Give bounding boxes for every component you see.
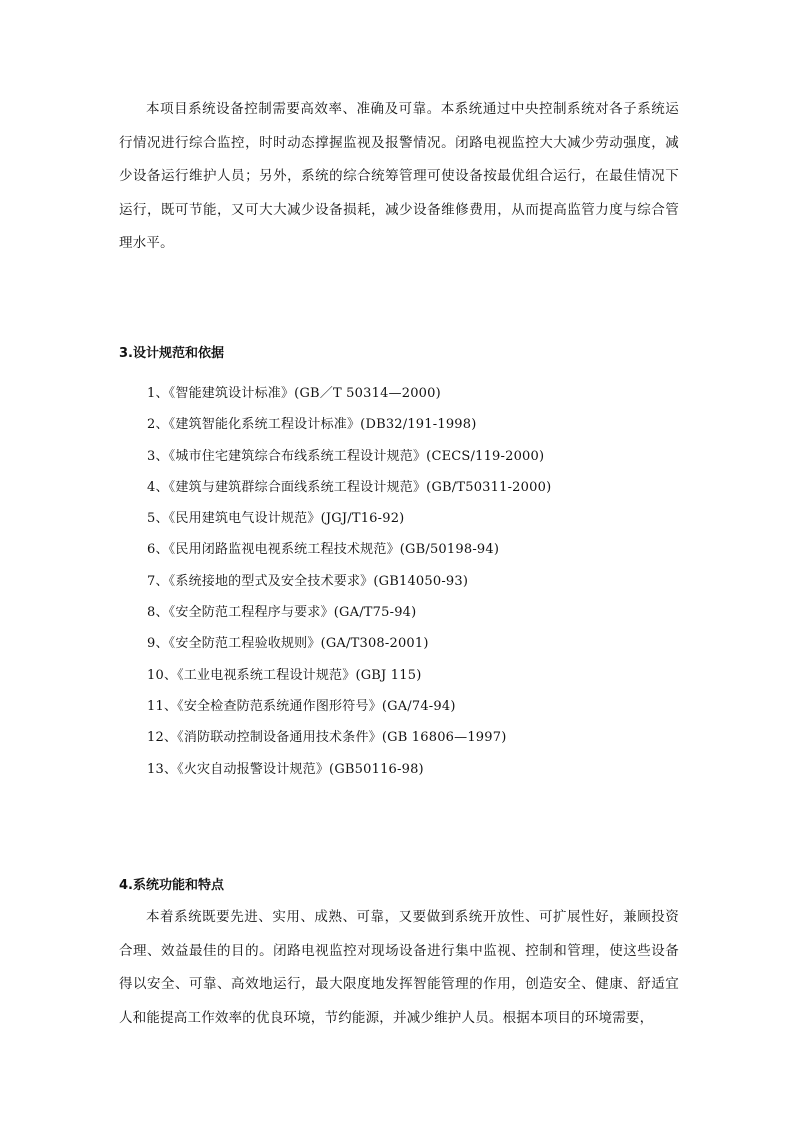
list-item: 6、《民用闭路监视电视系统工程技术规范》(GB/50198-94) — [147, 542, 500, 558]
list-item: 2、《建筑智能化系统工程设计标准》(DB32/191-1998) — [147, 417, 477, 433]
list-item: 9、《安全防范工程验收规则》(GA/T308-2001) — [147, 636, 429, 652]
section-3-heading: 3.设计规范和依据 — [119, 346, 224, 361]
list-item: 4、《建筑与建筑群综合面线系统工程设计规范》(GB/T50311-2000) — [147, 479, 552, 495]
list-item: 10、《工业电视系统工程设计规范》(GBJ 115) — [147, 667, 422, 683]
list-item: 11、《安全检查防范系统通作图形符号》(GA/74-94) — [147, 698, 456, 714]
list-item: 13、《火灾自动报警设计规范》(GB50116-98) — [147, 761, 424, 777]
standards-list — [147, 384, 551, 791]
list-item: 8、《安全防范工程程序与要求》(GA/T75-94) — [147, 605, 417, 621]
list-item: 7、《系统接地的型式及安全技术要求》(GB14050-93) — [147, 573, 469, 589]
section-4-paragraph: 本着系统既要先进、实用、成熟、可靠，又要做到系统开放性、可扩展性好，兼顾投资合理、效益最佳的目的。闭路电视监控对现场设备进行集中监视、控制和管理，使这些设备得以安全、可靠、高效地运行，最大限度地发挥智能管理的作用，创造安全、健康、舒适宜人和能提高工作效率的优良环境，节约能源，并减少维护人员。根据本项目的环境需要， — [119, 909, 679, 1026]
list-item: 1、《智能建筑设计标准》(GB／T 50314—2000) — [147, 386, 441, 401]
list-item: 3、《城市住宅建筑综合布线系统工程设计规范》(CECS/119-2000) — [147, 448, 545, 464]
list-item: 12、《消防联动控制设备通用技术条件》(GB 16806—1997) — [147, 730, 507, 746]
section-4-heading: 4.系统功能和特点 — [119, 878, 224, 893]
list-item: 5、《民用建筑电气设计规范》(JGJ/T16-92) — [147, 511, 405, 527]
intro-paragraph: 本项目系统设备控制需要高效率、准确及可靠。本系统通过中央控制系统对各子系统运行情况进行综合监控，时时动态撑握监视及报警情况。闭路电视监控大大减少劳动强度，减少设备运行维护人员；另外，系统的综合统筹管理可使设备按最优组合运行，在最佳情况下运行，既可节能，又可大大减少设备损耗，减少设备维修费用，从而提高监管力度与综合管理水平。 — [119, 101, 679, 251]
